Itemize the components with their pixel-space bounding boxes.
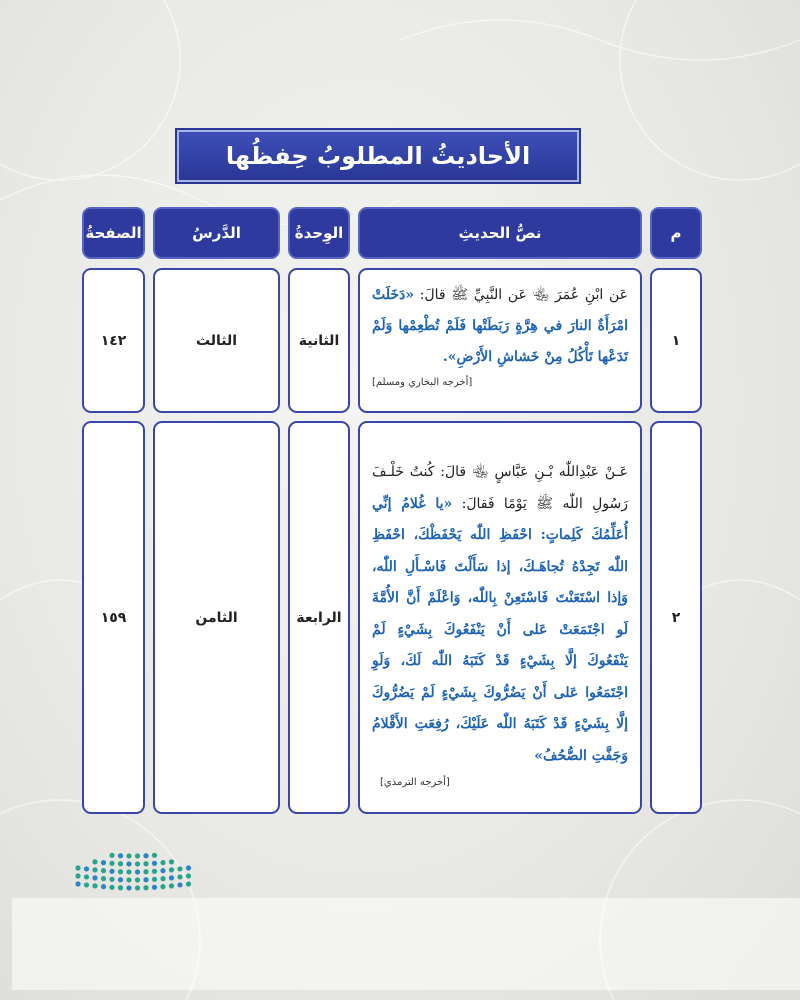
logo-dot	[169, 875, 174, 880]
row-1-lesson: الثالث	[153, 268, 280, 413]
row-1-hadith-quote: «دَخَلَتْ امْرَأَةٌ النارَ في هِرَّةٍ رَبَطَتْها فَلَمْ تُطْعِمْها وَلَمْ تَدَعْها تَأْكُلُ مِنْ خَشاشِ الأَرْضِ».	[372, 287, 628, 365]
logo-dot	[92, 875, 97, 880]
row-1-page: ١٤٢	[82, 268, 145, 413]
row-2-hadith	[358, 421, 642, 814]
logo-dot	[152, 861, 157, 866]
logo-dot	[101, 884, 106, 889]
header-hadith-text: نصُّ الحديثِ	[358, 207, 642, 259]
logo-dot	[177, 866, 182, 871]
logo-dot	[135, 885, 140, 890]
logo-dot	[118, 877, 123, 882]
logo-dot	[101, 868, 106, 873]
row-2-source: [أخرجه الترمذي]	[380, 776, 450, 788]
logo-dot	[143, 861, 148, 866]
logo-dot	[126, 877, 131, 882]
row-2-intro: عَـنْ عَبْدِاللّٰه بْـنِ عَبَّاسٍ ﵄ قالَ: كُنتُ خَلْـفَ رَسُولِ اللّٰه ﷺ يَوْمًا فَقالَ:	[372, 464, 628, 512]
logo-dot	[126, 869, 131, 874]
logo-dot	[169, 859, 174, 864]
logo-dot	[118, 861, 123, 866]
logo-dot	[152, 869, 157, 874]
logo-dot	[126, 861, 131, 866]
logo-dot	[109, 861, 114, 866]
row-2-lesson: الثامن	[153, 421, 280, 814]
ministry-logo-icon	[74, 848, 196, 896]
header-num: م	[650, 207, 702, 259]
logo-dot	[177, 874, 182, 879]
logo-dot	[143, 853, 148, 858]
logo-dot	[152, 877, 157, 882]
logo-dot	[160, 860, 165, 865]
logo-dot	[75, 873, 80, 878]
logo-dot	[177, 882, 182, 887]
logo-dot	[109, 877, 114, 882]
logo-dot	[101, 876, 106, 881]
logo-dot	[186, 873, 191, 878]
logo-dot	[143, 877, 148, 882]
logo-dot	[109, 869, 114, 874]
header-page: الصفحةُ	[82, 207, 145, 259]
logo-dot	[143, 869, 148, 874]
logo-dot	[135, 869, 140, 874]
logo-dot	[109, 853, 114, 858]
logo-dot	[126, 885, 131, 890]
logo-dot	[160, 868, 165, 873]
logo-dot	[109, 885, 114, 890]
logo-dot	[143, 885, 148, 890]
footer-band	[12, 898, 800, 990]
logo-dot	[84, 866, 89, 871]
logo-dot	[75, 881, 80, 886]
logo-dot	[169, 867, 174, 872]
logo-dot	[160, 884, 165, 889]
row-2-unit: الرابعة	[288, 421, 350, 814]
logo-dot	[84, 874, 89, 879]
logo-dot	[160, 876, 165, 881]
logo-dot	[186, 881, 191, 886]
row-2-page: ١٥٩	[82, 421, 145, 814]
logo-dot	[84, 882, 89, 887]
row-1-hadith	[358, 268, 642, 413]
header-lesson: الدَّرسُ	[153, 207, 280, 259]
logo-dot	[135, 853, 140, 858]
logo-dot	[92, 883, 97, 888]
logo-dot	[126, 853, 131, 858]
row-2-num: ٢	[650, 421, 702, 814]
row-1-intro: عَن ابْنِ عُمَرَ ﵄ عَن النَّبِيِّ ﷺ قالَ:	[414, 287, 628, 303]
logo-dot	[92, 867, 97, 872]
logo-dot	[118, 853, 123, 858]
logo-dot	[169, 883, 174, 888]
logo-dot	[101, 860, 106, 865]
logo-dot	[118, 885, 123, 890]
logo-dot	[152, 885, 157, 890]
row-1-unit: الثانية	[288, 268, 350, 413]
logo-dot	[75, 865, 80, 870]
logo-dot	[135, 877, 140, 882]
logo-dot	[118, 869, 123, 874]
row-1-source: [أخرجه البخاري ومسلم]	[372, 377, 473, 388]
logo-dot	[92, 859, 97, 864]
row-1-num: ١	[650, 268, 702, 413]
header-unit: الوِحدةُ	[288, 207, 350, 259]
logo-dot	[135, 861, 140, 866]
row-2-hadith-quote: «يا غُلامُ إنِّي أُعَلِّمُكَ كَلِماتٍ: احْفَظِ اللّٰه يَحْفَظْكَ، احْفَظِ اللّٰه تَجِدْهُ تُجاهَـكَ، إذا سَأَلْتَ فَاسْـأَلِ اللّٰه، وَإذا اسْتَعَنْتَ فَاسْتَعِنْ بِاللّٰه، وَاعْلَمْ أَنَّ الأُمَّةَ لَو اجْتَمَعَتْ عَلى أَنْ يَنْفَعُوكَ بِشَيْءٍ لَمْ يَنْفَعُوكَ إلَّا بِشَيْءٍ قَدْ كَتَبَهُ اللّٰه لَكَ، وَلَوِ اجْتَمَعُوا عَلى أَنْ يَضُرُّوكَ بِشَيْءٍ لَمْ يَضُرُّوكَ إلَّا بِشَيْءٍ قَدْ كَتَبَهُ اللّٰه عَلَيْكَ، رُفِعَتِ الأَقْلامُ وَجَفَّتِ الصُّحُفُ»	[372, 495, 628, 764]
logo-dot	[152, 853, 157, 858]
page-title: الأحاديثُ المطلوبُ حِفظُها	[177, 130, 579, 182]
logo-dot	[186, 865, 191, 870]
